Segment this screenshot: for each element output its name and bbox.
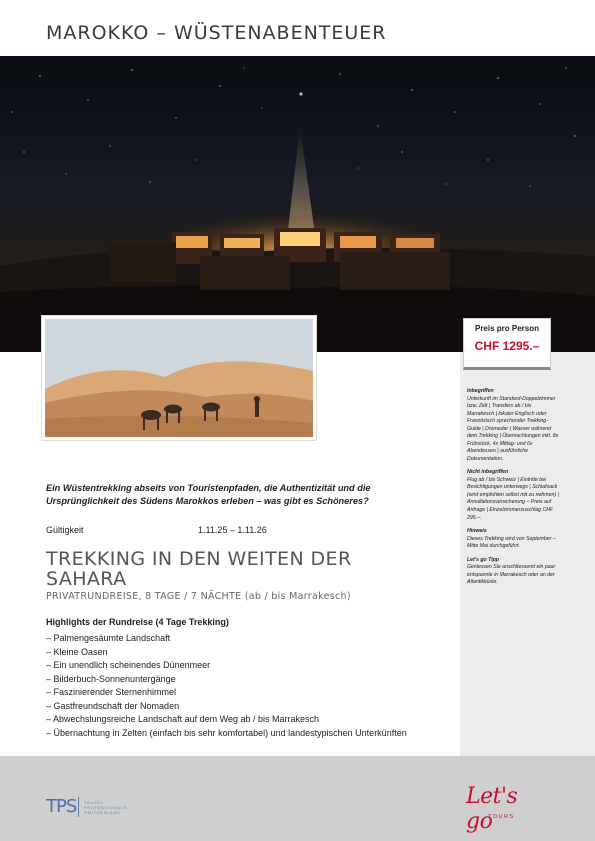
letsgo-logo-wordmark: Let's go bbox=[466, 784, 518, 834]
price-label: Preis pro Person bbox=[474, 324, 540, 333]
highlights-list bbox=[46, 632, 407, 740]
intro-text: Ein Wüstentrekking abseits von Touristenpfaden, die Authentizität und die Ursprünglichkeit des Südens Marokkos erleben – was gibt es Schöneres? bbox=[46, 483, 371, 506]
sidebar-body-not-included: Flug ab / bis Schweiz | Eintritte bei Besichtigungen unterwegs | Schlafsack (wird empfohlen selbst mit zu nehmen) | Annullationsversicherung – Preis auf Anfrage | Einzelzimmerzuschlag CHF 295.–. bbox=[467, 476, 559, 521]
page-title: MAROKKO – WÜSTENABENTEUER bbox=[46, 22, 387, 44]
list-item: – Ein unendlich scheinendes Dünenmeer bbox=[46, 660, 211, 670]
list-item: – Bilderbuch-Sonnenuntergänge bbox=[46, 673, 176, 684]
validity-value: 1.11.25 – 1.11.26 bbox=[198, 525, 267, 535]
sidebar-body-included: Unterkunft im Standard-Doppelzimmer bzw. Zelt | Transfers ab / bis Marrakesch | lokaler Englisch oder Französisch sprechender Trekking-Guide | Dromedar | Wasser während dem Trekking | Übernachtungen inkl. 8x Frühstück, 4x Mittag- und 6x Abendessen | ausführliche Dokumentation. bbox=[467, 395, 559, 462]
sidebar-heading-note: Hinweis bbox=[467, 528, 487, 535]
subheading: PRIVATRUNDREISE, 8 TAGE / 7 NÄCHTE (ab / bis Marrakesch) bbox=[46, 591, 351, 602]
main-heading: TREKKING IN DEN WEITEN DER SAHARA bbox=[46, 548, 352, 590]
dunes-camels-illustration bbox=[45, 319, 313, 437]
tps-logo-line: TRAVEL bbox=[84, 801, 104, 805]
tps-logo-divider bbox=[78, 797, 79, 817]
tps-logo-line: SWITZERLAND bbox=[84, 811, 121, 815]
sidebar-heading-tip: Let's go Tipp bbox=[467, 556, 499, 563]
sidebar-body-tip: Geniessen Sie anschliessend ein paar entspannte in Marrakesch oder an der Atlantikküste. bbox=[467, 564, 556, 586]
night-camp-illustration bbox=[0, 56, 595, 352]
highlights-title: Highlights der Rundreise (4 Tage Trekking) bbox=[46, 617, 229, 627]
tps-logo-line: PROFESSIONALS bbox=[84, 806, 128, 810]
list-item: – Abwechslungsreiche Landschaft auf dem Weg ab / bis Marrakesch bbox=[46, 714, 319, 724]
sidebar-details bbox=[467, 388, 559, 587]
inset-photo-dunes-camels bbox=[42, 316, 316, 440]
list-item: – Gastfreundschaft der Nomaden bbox=[46, 700, 180, 711]
list-item: – Übernachtung in Zelten (einfach bis sehr komfortabel) und landestypischen Unterkünften bbox=[46, 727, 407, 738]
price-value: CHF 1295.– bbox=[474, 339, 540, 353]
tps-logo bbox=[46, 796, 146, 818]
letsgo-logo bbox=[466, 784, 546, 834]
validity-label: Gültigkeit bbox=[46, 525, 84, 535]
letsgo-logo-subline: TOURS bbox=[488, 814, 515, 820]
list-item: – Faszinierender Sternenhimmel bbox=[46, 687, 177, 697]
hero-photo-night-camp bbox=[0, 56, 595, 352]
sidebar-heading-not-included: Nicht inbegriffen bbox=[467, 469, 509, 476]
sidebar-body-note: Dieses Trekking wird von September – Mitte Mai durchgeführt. bbox=[467, 535, 556, 550]
tps-logo-mark: TPS bbox=[46, 796, 77, 817]
list-item: – Kleine Oasen bbox=[46, 646, 108, 657]
price-box bbox=[463, 318, 551, 370]
list-item: – Palmengesäumte Landschaft bbox=[46, 633, 171, 643]
sidebar-heading-included: Inbegriffen bbox=[467, 388, 494, 394]
